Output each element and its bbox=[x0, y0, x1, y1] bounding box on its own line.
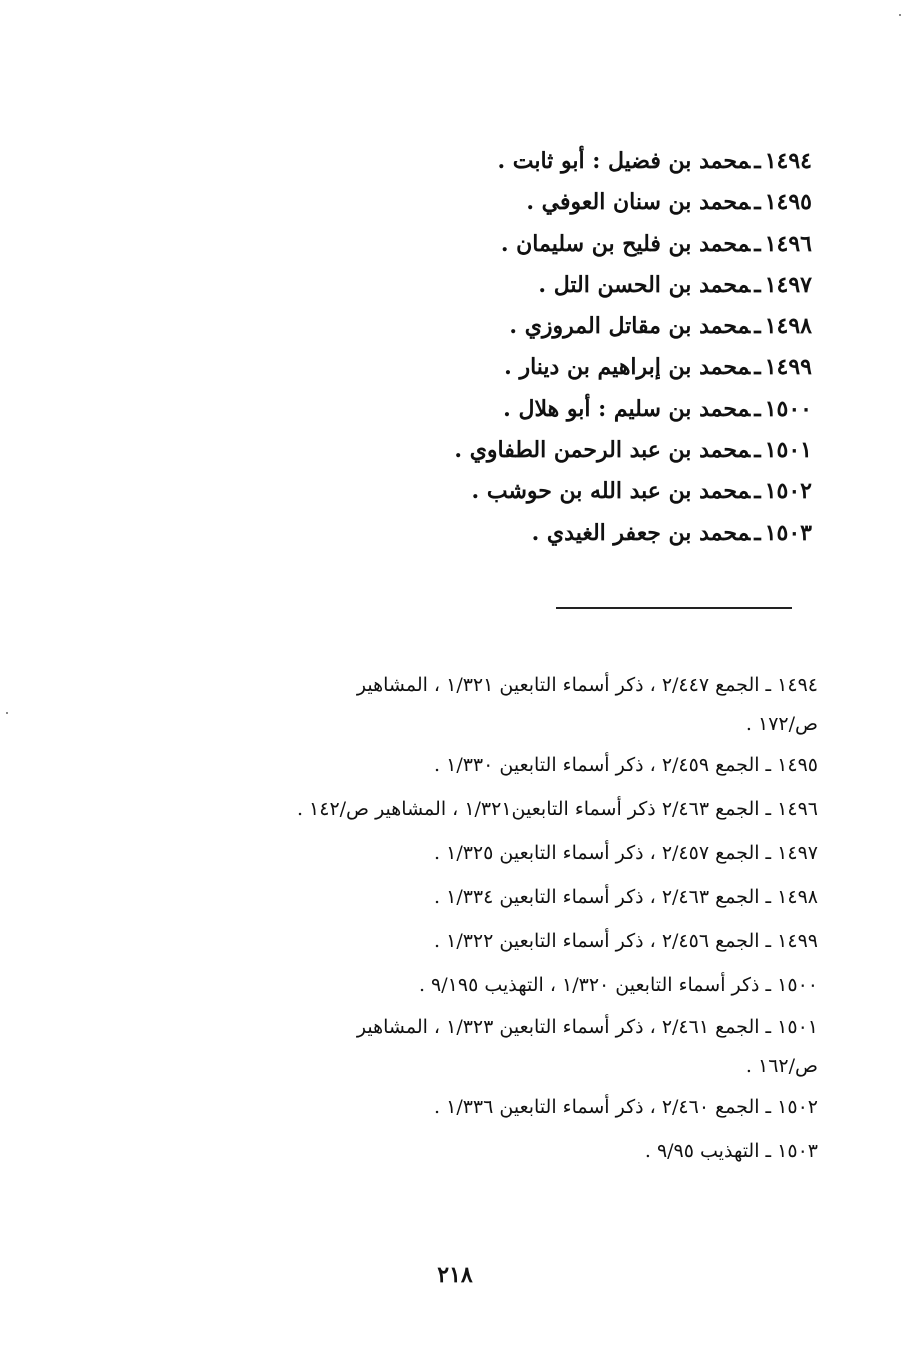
footnote-text: الجمع ٢/٤٥٧ ، ذكر أسماء التابعين ١/٣٢٥ . bbox=[434, 842, 760, 864]
footnote-text: الجمع ٢/٤٦٣ ، ذكر أسماء التابعين ١/٣٣٤ . bbox=[434, 886, 760, 908]
entry-name: محمد بن الحسن التل . bbox=[538, 271, 751, 298]
entry-number: ١٤٩٦ bbox=[764, 230, 812, 257]
entry-name: محمد بن عبد الرحمن الطفاوي . bbox=[454, 437, 751, 464]
narrator-entry: ١٥٠١ـمحمد بن عبد الرحمن الطفاوي . bbox=[454, 437, 812, 464]
footnote-number: ١٤٩٨ bbox=[777, 886, 818, 908]
footnote: ١٤٩٦ ـ الجمع ٢/٤٦٣ ذكر أسماء التابعين١/٣٢١ ، المشاهير ص/١٤٢ . bbox=[296, 798, 818, 820]
entry-number: ١٥٠٢ bbox=[764, 478, 812, 505]
footnote-continuation: ص/١٦٢ . bbox=[745, 1055, 818, 1077]
entry-number: ١٤٩٩ bbox=[764, 354, 812, 381]
entry-number: ١٤٩٤ bbox=[764, 148, 812, 174]
footnote-text: الجمع ٢/٤٥٦ ، ذكر أسماء التابعين ١/٣٢٢ . bbox=[434, 930, 760, 952]
entry-name: محمد بن إبراهيم بن دينار . bbox=[504, 354, 751, 381]
footnote-number: ١٤٩٤ bbox=[777, 674, 818, 696]
footnote: ١٤٩٧ ـ الجمع ٢/٤٥٧ ، ذكر أسماء التابعين ١/٣٢٥ . bbox=[434, 842, 818, 864]
footnote-number: ١٤٩٧ bbox=[777, 842, 818, 864]
entry-name: محمد بن سنان العوفي . bbox=[526, 189, 751, 216]
narrator-entry: ١٤٩٧ـمحمد بن الحسن التل . bbox=[538, 271, 812, 298]
entry-name: محمد بن مقاتل المروزي . bbox=[509, 313, 751, 340]
footnote-text: الجمع ٢/٤٦٣ ذكر أسماء التابعين١/٣٢١ ، المشاهير ص/١٤٢ . bbox=[296, 798, 760, 820]
footnote-number: ١٥٠٢ bbox=[777, 1096, 818, 1118]
footnote-text: الجمع ٢/٤٥٩ ، ذكر أسماء التابعين ١/٣٣٠ . bbox=[434, 754, 760, 776]
narrator-entry: ١٤٩٥ـمحمد بن سنان العوفي . bbox=[526, 189, 812, 216]
footnote-continuation: ص/١٧٢ . bbox=[745, 713, 818, 735]
footnote-number: ١٥٠١ bbox=[777, 1016, 818, 1038]
entry-number: ١٥٠٠ bbox=[764, 395, 812, 422]
footnote-text: الجمع ٢/٤٤٧ ، ذكر أسماء التابعين ١/٣٢١ ، المشاهير bbox=[356, 674, 760, 696]
footnote-number: ١٥٠٣ bbox=[777, 1140, 818, 1162]
entry-number: ١٤٩٧ bbox=[764, 271, 812, 298]
entry-name: محمد بن سليم : أبو هلال . bbox=[503, 395, 751, 422]
scan-speck bbox=[899, 14, 901, 16]
entry-name: محمد بن فليح بن سليمان . bbox=[500, 230, 751, 257]
footnote-text: ذكر أسماء التابعين ١/٣٢٠ ، التهذيب ٩/١٩٥ . bbox=[418, 974, 760, 996]
entry-number: ١٥٠٣ bbox=[764, 519, 812, 546]
footnote-number: ١٤٩٦ bbox=[777, 798, 818, 820]
footnote: ١٥٠٣ ـ التهذيب ٩/٩٥ . bbox=[644, 1140, 818, 1162]
footnote: ١٥٠٢ ـ الجمع ٢/٤٦٠ ، ذكر أسماء التابعين ١/٣٣٦ . bbox=[434, 1096, 818, 1118]
narrator-entry: ١٤٩٤ـمحمد بن فضيل : أبو ثابت . bbox=[497, 148, 812, 174]
scan-speck bbox=[6, 712, 8, 714]
footnote-text: التهذيب ٩/٩٥ . bbox=[644, 1140, 760, 1162]
footnote-list bbox=[118, 665, 818, 1173]
footnote: ١٥٠٠ ـ ذكر أسماء التابعين ١/٣٢٠ ، التهذيب ٩/١٩٥ . bbox=[418, 974, 818, 996]
narrator-entry: ١٤٩٦ـمحمد بن فليح بن سليمان . bbox=[500, 230, 812, 257]
footnote-text: الجمع ٢/٤٦٠ ، ذكر أسماء التابعين ١/٣٣٦ . bbox=[434, 1096, 760, 1118]
page-number: ٢١٨ bbox=[437, 1262, 473, 1288]
entry-name: محمد بن جعفر الغيدي . bbox=[531, 519, 751, 546]
footnote-divider bbox=[556, 607, 792, 609]
entry-number: ١٤٩٨ bbox=[764, 313, 812, 340]
narrator-entry: ١٤٩٩ـمحمد بن إبراهيم بن دينار . bbox=[504, 354, 812, 381]
footnote-number: ١٥٠٠ bbox=[777, 974, 818, 996]
footnote: ١٤٩٩ ـ الجمع ٢/٤٥٦ ، ذكر أسماء التابعين ١/٣٢٢ . bbox=[434, 930, 818, 952]
entry-name: محمد بن فضيل : أبو ثابت . bbox=[497, 148, 751, 174]
footnote-text: الجمع ٢/٤٦١ ، ذكر أسماء التابعين ١/٣٢٣ ، المشاهير bbox=[356, 1016, 760, 1038]
footnote-number: ١٤٩٩ bbox=[777, 930, 818, 952]
footnote: ١٤٩٤ ـ الجمع ٢/٤٤٧ ، ذكر أسماء التابعين ١/٣٢١ ، المشاهير ص/١٧٢ . bbox=[118, 665, 818, 743]
footnote: ١٤٩٨ ـ الجمع ٢/٤٦٣ ، ذكر أسماء التابعين ١/٣٣٤ . bbox=[434, 886, 818, 908]
narrator-entry: ١٥٠٣ـمحمد بن جعفر الغيدي . bbox=[531, 519, 812, 546]
narrator-entry: ١٤٩٨ـمحمد بن مقاتل المروزي . bbox=[509, 313, 812, 340]
narrator-entry: ١٥٠٠ـمحمد بن سليم : أبو هلال . bbox=[503, 395, 812, 422]
entry-number: ١٤٩٥ bbox=[764, 189, 812, 216]
narrator-entry: ١٥٠٢ـمحمد بن عبد الله بن حوشب . bbox=[471, 478, 812, 505]
entry-name: محمد بن عبد الله بن حوشب . bbox=[471, 478, 751, 505]
footnote-number: ١٤٩٥ bbox=[777, 754, 818, 776]
entry-number: ١٥٠١ bbox=[764, 437, 812, 464]
footnote: ١٥٠١ ـ الجمع ٢/٤٦١ ، ذكر أسماء التابعين ١/٣٢٣ ، المشاهير ص/١٦٢ . bbox=[118, 1007, 818, 1085]
narrator-list bbox=[212, 141, 812, 554]
footnote: ١٤٩٥ ـ الجمع ٢/٤٥٩ ، ذكر أسماء التابعين ١/٣٣٠ . bbox=[434, 754, 818, 776]
